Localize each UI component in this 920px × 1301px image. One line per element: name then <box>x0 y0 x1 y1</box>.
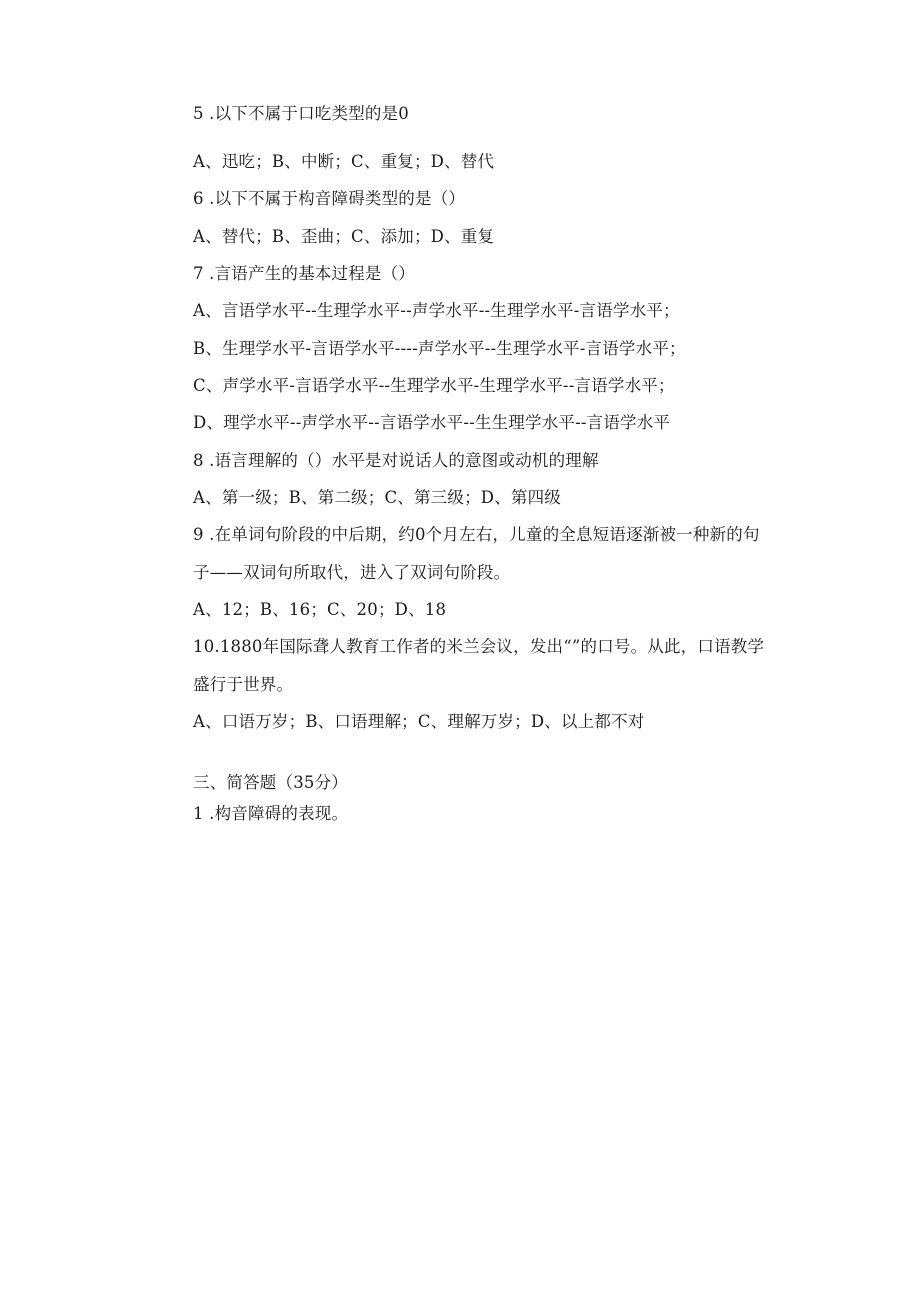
section-3-heading: 三、简答题（35分） <box>193 773 348 792</box>
question-10-stem-line1: 10.1880年国际聋人教育工作者的米兰会议，发出“”的口号。从此，口语教学 <box>193 637 765 656</box>
section-3-question-1: 1 .构音障碍的表现。 <box>193 804 349 823</box>
question-5-options: A、迅吃；B、中断；C、重复；D、替代 <box>193 152 495 171</box>
question-10-options: A、口语万岁；B、口语理解；C、理解万岁；D、以上都不对 <box>193 712 645 731</box>
question-8-stem: 8 .语言理解的（）水平是对说话人的意图或动机的理解 <box>193 451 599 470</box>
question-9-options: A、12；B、16；C、20；D、18 <box>193 600 447 619</box>
question-9-stem-line1: 9 .在单词句阶段的中后期，约0个月左右，儿童的全息短语逐渐被一种新的句 <box>193 525 760 544</box>
question-7-stem: 7 .言语产生的基本过程是（） <box>193 264 415 283</box>
question-8-options: A、第一级；B、第二级；C、第三级；D、第四级 <box>193 488 561 507</box>
question-7-option-b: B、生理学水平-言语学水平----声学水平--生理学水平-言语学水平； <box>193 339 686 358</box>
question-7-option-c: C、声学水平-言语学水平--生理学水平-生理学水平--言语学水平； <box>193 376 675 395</box>
question-7-option-d: D、理学水平--声学水平--言语学水平--生生理学水平--言语学水平 <box>193 413 671 432</box>
question-5-stem: 5 .以下不属于口吃类型的是0 <box>193 104 409 123</box>
question-6-options: A、替代；B、歪曲；C、添加；D、重复 <box>193 227 495 246</box>
question-9-stem-line2: 子——双词句所取代，进入了双词句阶段。 <box>193 563 511 582</box>
question-7-option-a: A、言语学水平--生理学水平--声学水平--生理学水平-言语学水平； <box>193 301 680 320</box>
question-10-stem-line2: 盛行于世界。 <box>193 675 294 694</box>
question-6-stem: 6 .以下不属于构音障碍类型的是（） <box>193 189 466 208</box>
